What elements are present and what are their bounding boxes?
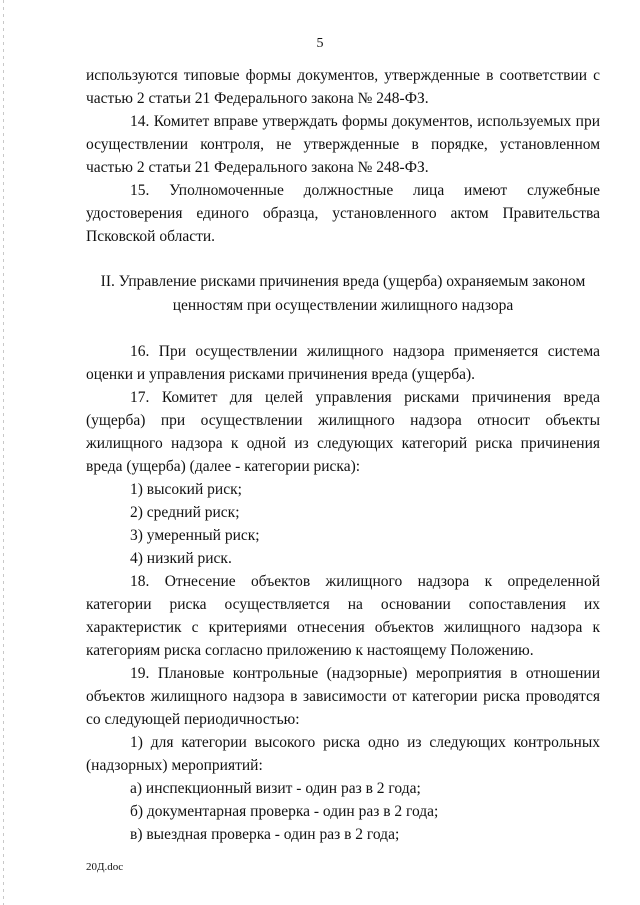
page-number: 5 <box>316 36 324 51</box>
list-item-low-risk: 4) низкий риск. <box>130 550 232 567</box>
paragraph-18: 18. Отнесение объектов жилищного надзора к определенной категории риска осуществляется на основании сопоставления их характеристик с критериями отнесения объектов жилищного надзора к категориям риска согласно приложению к настоящему Положению. <box>86 573 600 659</box>
section-heading-line-2: ценностям при осуществлении жилищного надзора <box>172 297 514 314</box>
sub-item-v: в) выездная проверка - один раз в 2 года; <box>130 826 400 843</box>
section-heading <box>86 270 600 318</box>
sub-item-b: б) документарная проверка - один раз в 2 года; <box>130 803 439 820</box>
paragraph-15: 15. Уполномоченные должностные лица имеют служебные удостоверения единого образца, установленного актом Правительства Псковской области. <box>86 182 600 245</box>
list-item-medium-risk: 2) средний риск; <box>130 504 240 521</box>
section-heading-line-1: II. Управление рисками причинения вреда (ущерба) охраняемым законом <box>100 273 586 290</box>
paragraph-17: 17. Комитет для целей управления рисками причинения вреда (ущерба) при осуществлении жилищного надзора относит объекты жилищного надзора к одной из следующих категорий риска причинения вреда (ущерба) (далее - категории риска): <box>86 389 600 475</box>
footer-filename: 20Д.doc <box>86 861 124 873</box>
list-item-moderate-risk: 3) умеренный риск; <box>130 527 260 544</box>
scan-edge-line <box>3 0 4 905</box>
paragraph-19: 19. Плановые контрольные (надзорные) мероприятия в отношении объектов жилищного надзора в зависимости от категории риска проводятся со следующей периодичностью: <box>86 665 600 728</box>
list-item-high-risk: 1) высокий риск; <box>130 481 242 498</box>
paragraph-19-item-1: 1) для категории высокого риска одно из следующих контрольных (надзорных) мероприятий: <box>86 734 600 774</box>
paragraph-continuation: используются типовые формы документов, утвержденные в соответствии с частью 2 статьи 21 Федерального закона № 248-ФЗ. <box>86 67 600 107</box>
sub-item-a: а) инспекционный визит - один раз в 2 года; <box>130 780 421 797</box>
paragraph-14: 14. Комитет вправе утверждать формы документов, используемых при осуществлении контроля, не утвержденные в порядке, установленном частью 2 статьи 21 Федерального закона № 248-ФЗ. <box>86 113 600 176</box>
paragraph-16: 16. При осуществлении жилищного надзора применяется система оценки и управления рисками причинения вреда (ущерба). <box>86 343 600 383</box>
document-body <box>86 64 600 846</box>
